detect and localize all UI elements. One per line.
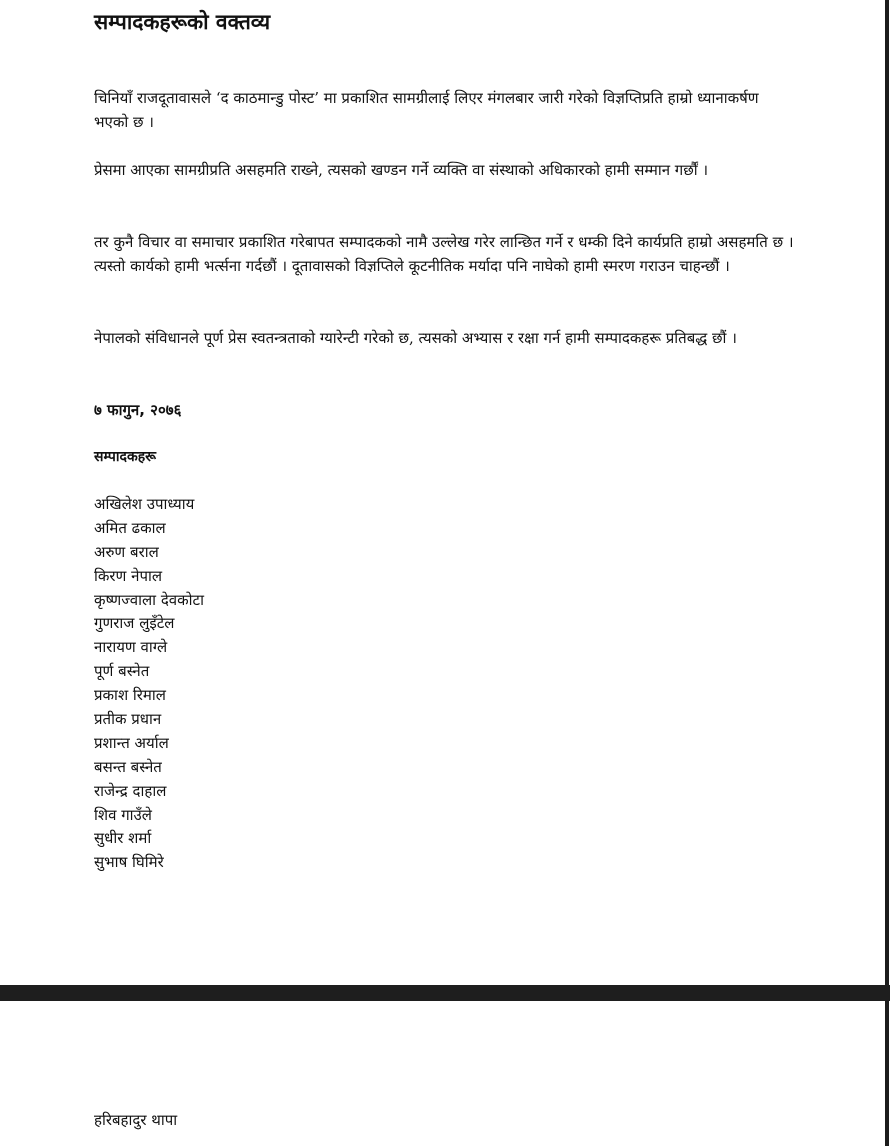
- signatory-name: अरुण बराल: [94, 542, 159, 561]
- signatory-name: पूर्ण बस्नेत: [94, 662, 150, 681]
- page-separator: [0, 985, 890, 1001]
- signatory-name: हरिबहादुर थापा: [94, 1111, 178, 1129]
- statement-paragraph: तर कुनै विचार वा समाचार प्रकाशित गरेबापत सम्पादकको नामै उल्लेख गरेर लान्छित गर्ने र धम्की दिने कार्यप्रति हाम्रो असहमति छ । त्यस्तो कार्यको हामी भर्त्सना गर्दछौं । दूतावासको विज्ञप्तिले कूटनीतिक मर्यादा पनि नाघेको हामी स्मरण गराउन चाहन्छौं ।: [94, 233, 794, 275]
- document-page-2: [0, 1001, 889, 1146]
- signatories-list: [94, 493, 204, 875]
- signatory-name: अखिलेश उपाध्याय: [94, 495, 195, 513]
- signatory-name: कृष्णज्वाला देवकोटा: [94, 590, 204, 609]
- statement-paragraph: प्रेसमा आएका सामग्रीप्रति असहमति राख्ने, त्यसको खण्डन गर्ने व्यक्ति वा संस्थाको अधिकारको हामी सम्मान गर्छौं ।: [94, 161, 709, 179]
- signatory-name: सुधीर शर्मा: [94, 829, 152, 848]
- signatory-name: राजेन्द्र दाहाल: [94, 781, 167, 800]
- statement-paragraph: चिनियाँ राजदूतावासले ‘द काठमान्डु पोस्ट’ मा प्रकाशित सामग्रीलाई लिएर मंगलबार जारी गरेको विज्ञप्तिप्रति हाम्रो ध्यानाकर्षण भएको छ ।: [94, 89, 759, 131]
- signatories-heading: सम्पादकहरू: [94, 449, 157, 465]
- signatory-name: बसन्त बस्नेत: [94, 757, 162, 776]
- signatory-name: नारायण वाग्ले: [94, 638, 168, 657]
- signatory-name: शिव गाउँले: [94, 805, 152, 824]
- statement-date: ७ फागुन, २०७६: [94, 401, 182, 419]
- signatory-name: प्रशान्त अर्याल: [94, 733, 169, 752]
- signatory-name: किरण नेपाल: [94, 566, 163, 585]
- signatory-name: प्रकाश रिमाल: [94, 686, 166, 705]
- signatory-name: गुणराज लुइँटेल: [94, 614, 175, 633]
- statement-title: सम्पादकहरूको वक्तव्य: [94, 10, 271, 34]
- signatory-name: प्रतीक प्रधान: [94, 710, 162, 729]
- signatory-name: अमित ढकाल: [94, 518, 166, 537]
- statement-paragraph: नेपालको संविधानले पूर्ण प्रेस स्वतन्त्रताको ग्यारेन्टी गरेको छ, त्यसको अभ्यास र रक्षा गर्न हामी सम्पादकहरू प्रतिबद्ध छौं ।: [94, 329, 737, 347]
- signatory-name: सुभाष घिमिरे: [94, 853, 164, 872]
